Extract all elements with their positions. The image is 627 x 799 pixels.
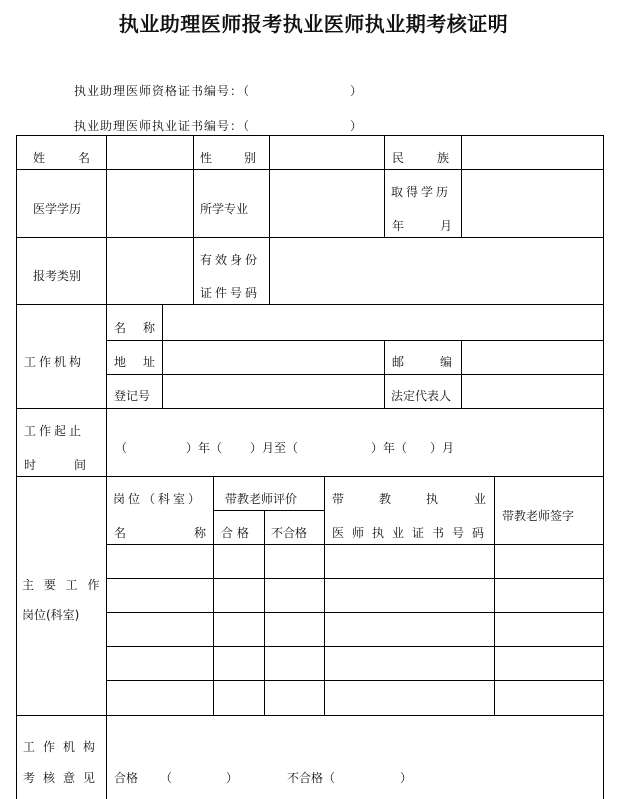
row-line [16, 169, 604, 170]
row-line [16, 715, 604, 716]
period-end-month-text: ）月 [430, 441, 455, 455]
row-line [16, 237, 604, 238]
col-cert-header: 业 [474, 492, 487, 506]
qualification-cert-label: 执业助理医师资格证书编号：（ [74, 84, 251, 98]
col-line [461, 135, 462, 237]
fail-option-close: ） [400, 771, 413, 785]
fail-option: 不合格（ [287, 771, 336, 785]
col-pass-header: 合 格 [221, 526, 249, 540]
row-line [16, 408, 604, 409]
opinion-label: 考核意见 [23, 771, 104, 785]
page-title: 执业助理医师报考执业医师执业期考核证明 [118, 12, 509, 36]
col-post-header: 名 [114, 526, 127, 540]
row-line [106, 612, 604, 613]
col-cert-header: 医师执业证书号码 [332, 526, 493, 540]
gender-label: 性 [200, 151, 213, 165]
qualification-cert-line [74, 82, 364, 99]
period-start-month-text: ）月至（ [250, 441, 299, 455]
gender-label: 别 [244, 151, 257, 165]
id-number-label: 证件号码 [200, 286, 261, 300]
col-line [384, 135, 385, 237]
col-fail-header: 不合格 [271, 526, 308, 540]
institution-name-label: 称 [143, 321, 156, 335]
col-cert-header: 带 [332, 492, 345, 506]
col-line [193, 135, 194, 304]
work-period-label: 间 [74, 458, 87, 472]
address-label: 地 [114, 355, 127, 369]
row-line [106, 680, 604, 681]
col-line [106, 304, 107, 408]
institution-label: 工作机构 [24, 355, 85, 369]
degree-label: 医学学历 [33, 202, 82, 216]
registration-no-label: 登记号 [114, 389, 151, 403]
main-positions-label: 岗位(科室) [22, 608, 80, 622]
row-line [106, 578, 604, 579]
col-line [384, 340, 385, 408]
ethnicity-label: 民 [392, 151, 405, 165]
col-line [162, 304, 163, 408]
pass-option-close: ） [226, 771, 239, 785]
table-border-left [16, 135, 17, 799]
table-border-right [603, 135, 604, 799]
col-cert-header: 教 [379, 492, 392, 506]
name-label: 姓 [33, 151, 46, 165]
obtained-month-label: 月 [440, 219, 453, 233]
row-line [106, 544, 604, 545]
col-line [106, 715, 107, 799]
pass-option: 合格 [114, 771, 139, 785]
work-period-label: 工作起止 [24, 424, 85, 438]
practice-cert-label: 执业助理医师执业证书编号：（ [74, 119, 251, 133]
legal-representative-label: 法定代表人 [391, 389, 452, 403]
col-post-header: 称 [194, 526, 207, 540]
obtained-year-label: 年 [392, 219, 405, 233]
major-label: 所学专业 [200, 202, 249, 216]
qualification-cert-close: ） [350, 84, 364, 98]
row-line [16, 304, 604, 305]
col-line [269, 135, 270, 304]
row-line [106, 374, 604, 375]
name-label: 名 [78, 151, 91, 165]
obtained-degree-label: 取得学历 [391, 185, 452, 199]
period-start-year-open: （ [115, 441, 128, 455]
opinion-label: 工作机构 [23, 740, 104, 754]
col-post-header: 岗位（科室） [113, 492, 204, 506]
col-line [106, 408, 107, 476]
table-border-top [16, 135, 604, 136]
id-number-label: 有效身份 [200, 253, 261, 267]
col-eval-header: 带教老师评价 [225, 492, 298, 506]
row-line [106, 340, 604, 341]
exam-category-label: 报考类别 [33, 269, 82, 283]
row-line [106, 646, 604, 647]
address-label: 址 [143, 355, 156, 369]
col-signature-header: 带教老师签字 [502, 509, 575, 523]
institution-name-label: 名 [114, 321, 127, 335]
postal-code-label: 邮 [392, 355, 405, 369]
period-start-year-text: ）年（ [186, 441, 223, 455]
row-line [213, 510, 324, 511]
main-positions-label: 主 要 工 作 [22, 578, 103, 592]
work-period-label: 时 [24, 458, 37, 472]
practice-cert-close: ） [350, 119, 364, 133]
ethnicity-label: 族 [437, 151, 450, 165]
postal-code-label: 编 [440, 355, 453, 369]
col-line [461, 340, 462, 408]
pass-option-open: （ [160, 771, 173, 785]
period-end-year-text: ）年（ [371, 441, 408, 455]
col-line [106, 135, 107, 304]
practice-cert-line [74, 117, 364, 134]
col-cert-header: 执 [426, 492, 439, 506]
row-line [16, 476, 604, 477]
